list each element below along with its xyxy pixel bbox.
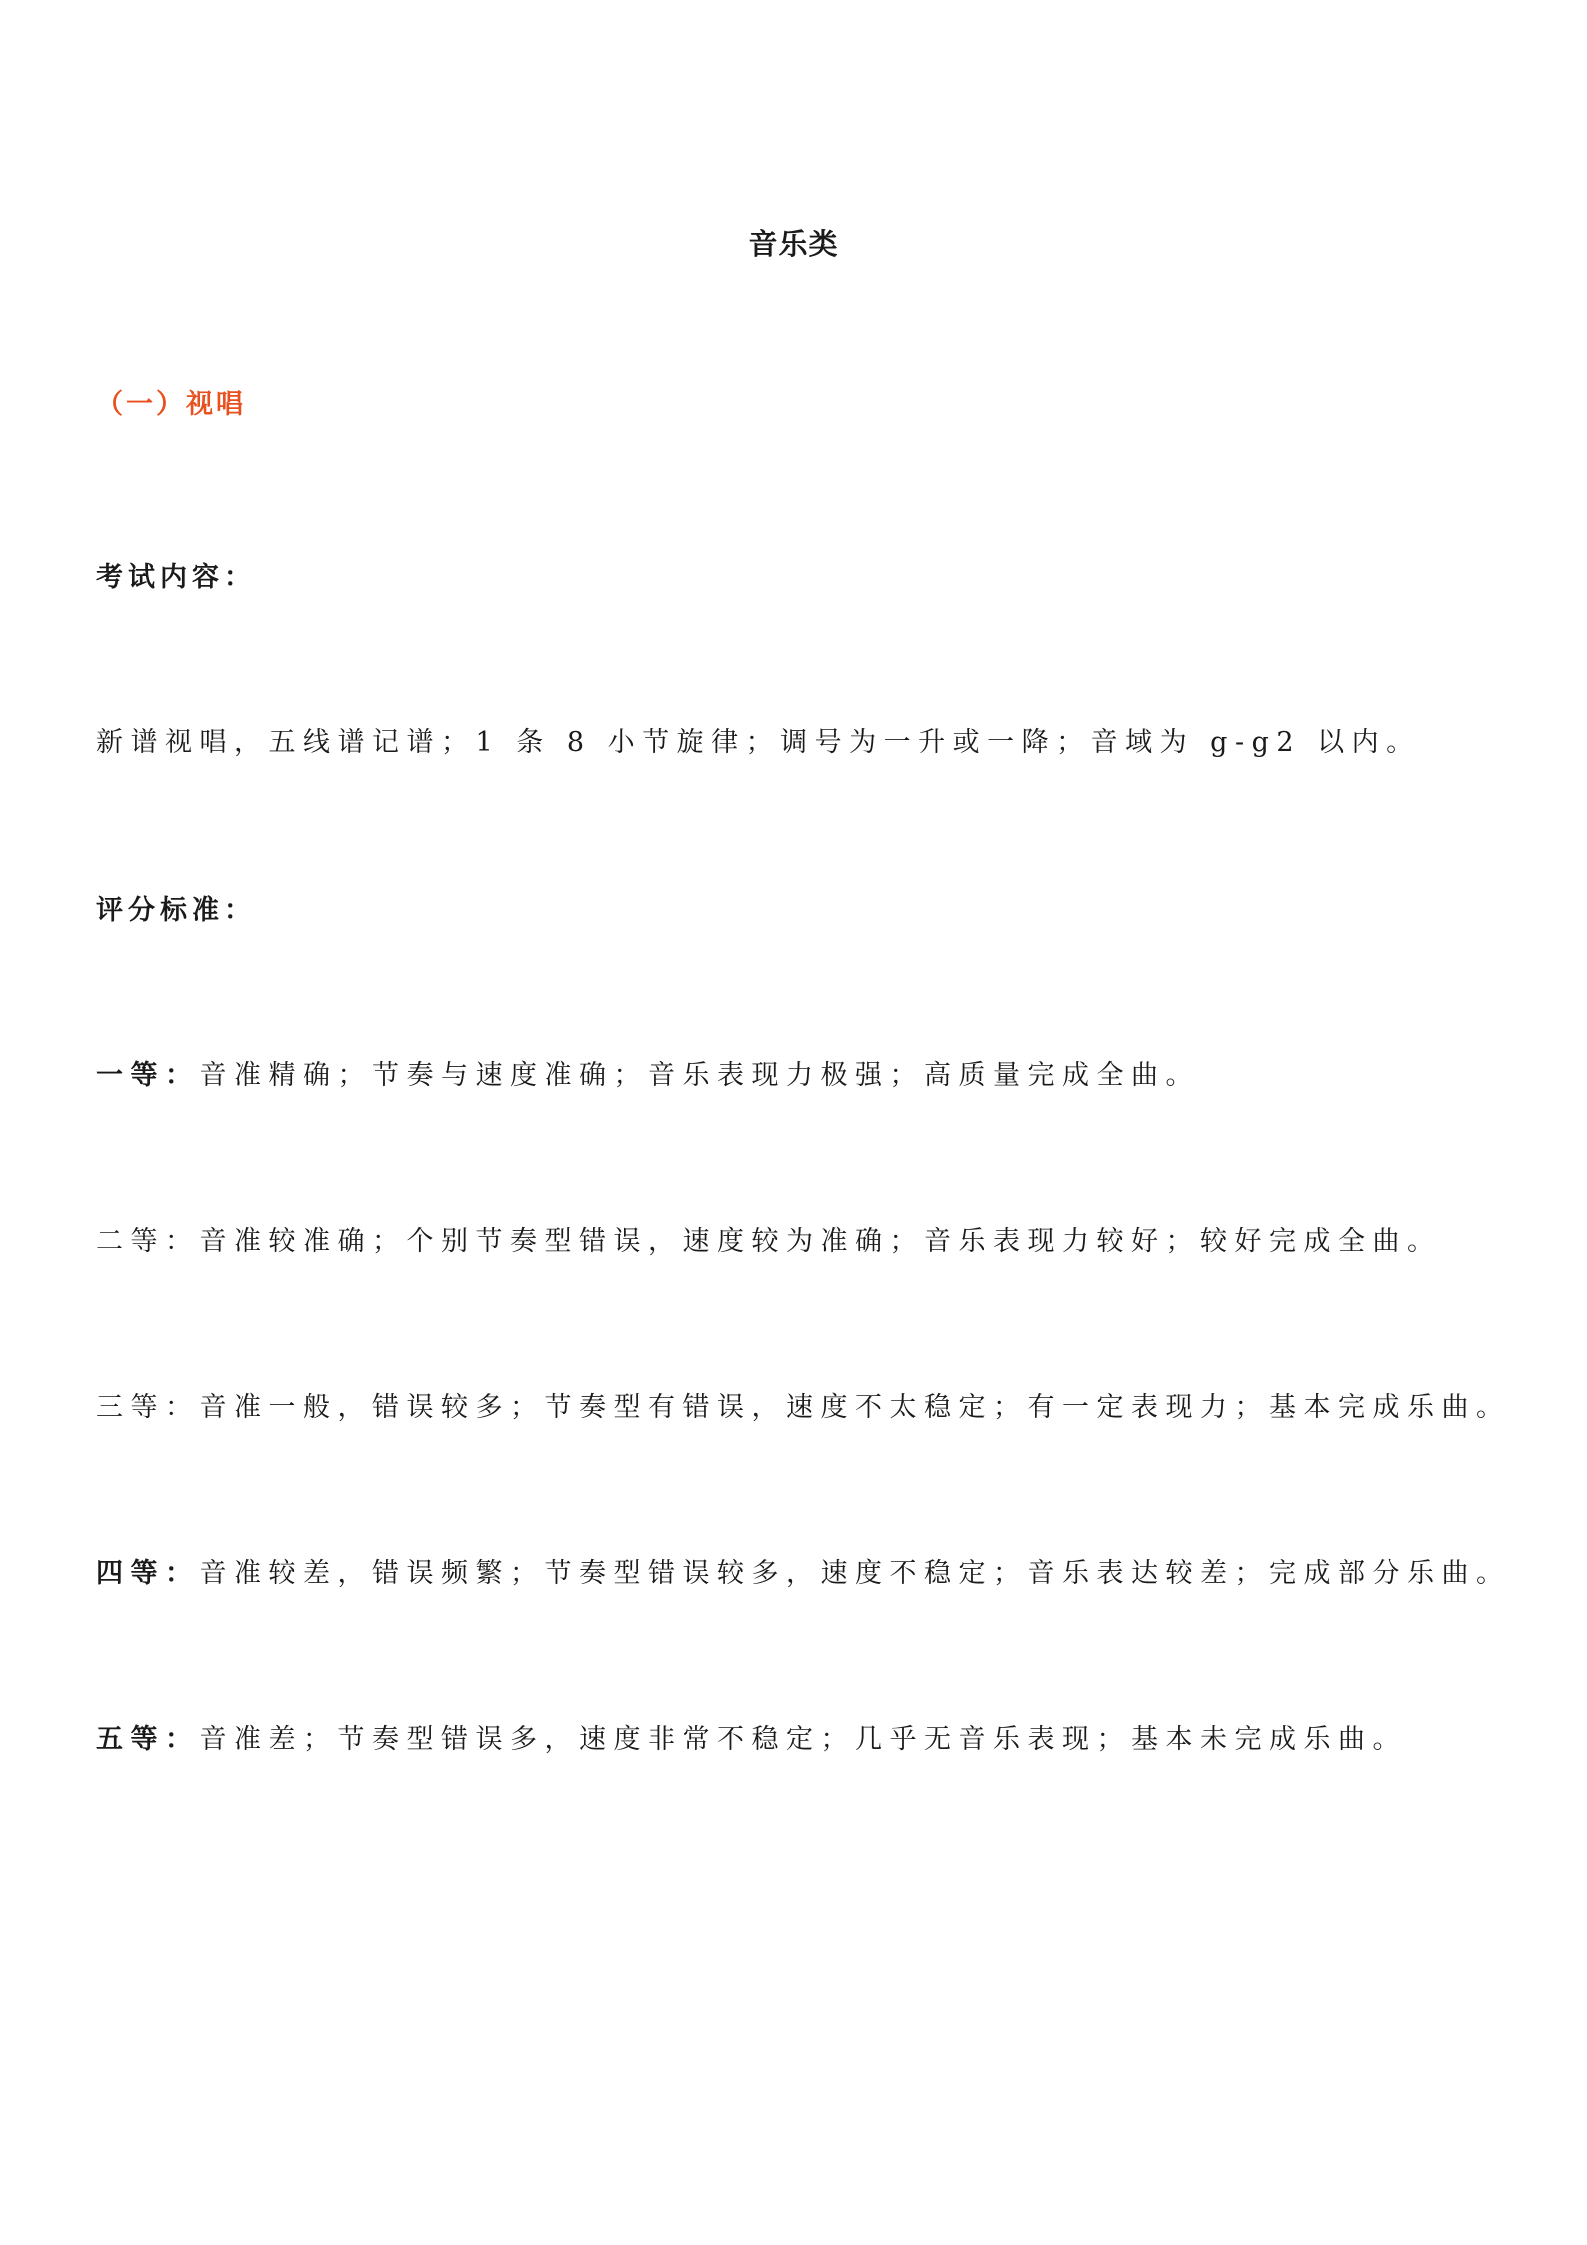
- grade-item-3: [96, 1385, 1511, 1424]
- grade-text: 音准差；节奏型错误多，速度非常不稳定；几乎无音乐表现；基本未完成乐曲。: [199, 1724, 1407, 1755]
- grade-separator: ：: [165, 1226, 200, 1257]
- section-heading: （一）视唱: [96, 389, 246, 420]
- grade-lead: 四等: [96, 1558, 165, 1589]
- grade-lead: 二等: [96, 1226, 165, 1257]
- grade-item-4: [96, 1551, 1511, 1590]
- page-title: 音乐类: [748, 227, 839, 261]
- grade-text: 音准较差，错误频繁；节奏型错误较多，速度不稳定；音乐表达较差；完成部分乐曲。: [199, 1558, 1511, 1589]
- grade-text: 音准精确；节奏与速度准确；音乐表现力极强；高质量完成全曲。: [199, 1060, 1200, 1091]
- criteria-label: 评分标准：: [96, 895, 256, 926]
- content-label: 考试内容：: [96, 562, 256, 593]
- grade-item-1: [96, 1053, 1200, 1092]
- grade-lead: 五等: [96, 1724, 165, 1755]
- grade-separator: ：: [165, 1558, 200, 1589]
- grade-item-5: [96, 1717, 1407, 1756]
- grade-lead: 三等: [96, 1392, 165, 1423]
- grade-lead: 一等: [96, 1060, 165, 1091]
- grade-separator: ：: [165, 1392, 200, 1423]
- content-paragraph: 新谱视唱，五线谱记谱；1 条 8 小节旋律；调号为一升或一降；音域为 g-g2 以内。: [96, 727, 1421, 758]
- grade-text: 音准较准确；个别节奏型错误，速度较为准确；音乐表现力较好；较好完成全曲。: [199, 1226, 1442, 1257]
- grade-item-2: [96, 1219, 1442, 1258]
- grade-text: 音准一般，错误较多；节奏型有错误，速度不太稳定；有一定表现力；基本完成乐曲。: [199, 1392, 1511, 1423]
- grade-separator: ：: [165, 1060, 200, 1091]
- grade-separator: ：: [165, 1724, 200, 1755]
